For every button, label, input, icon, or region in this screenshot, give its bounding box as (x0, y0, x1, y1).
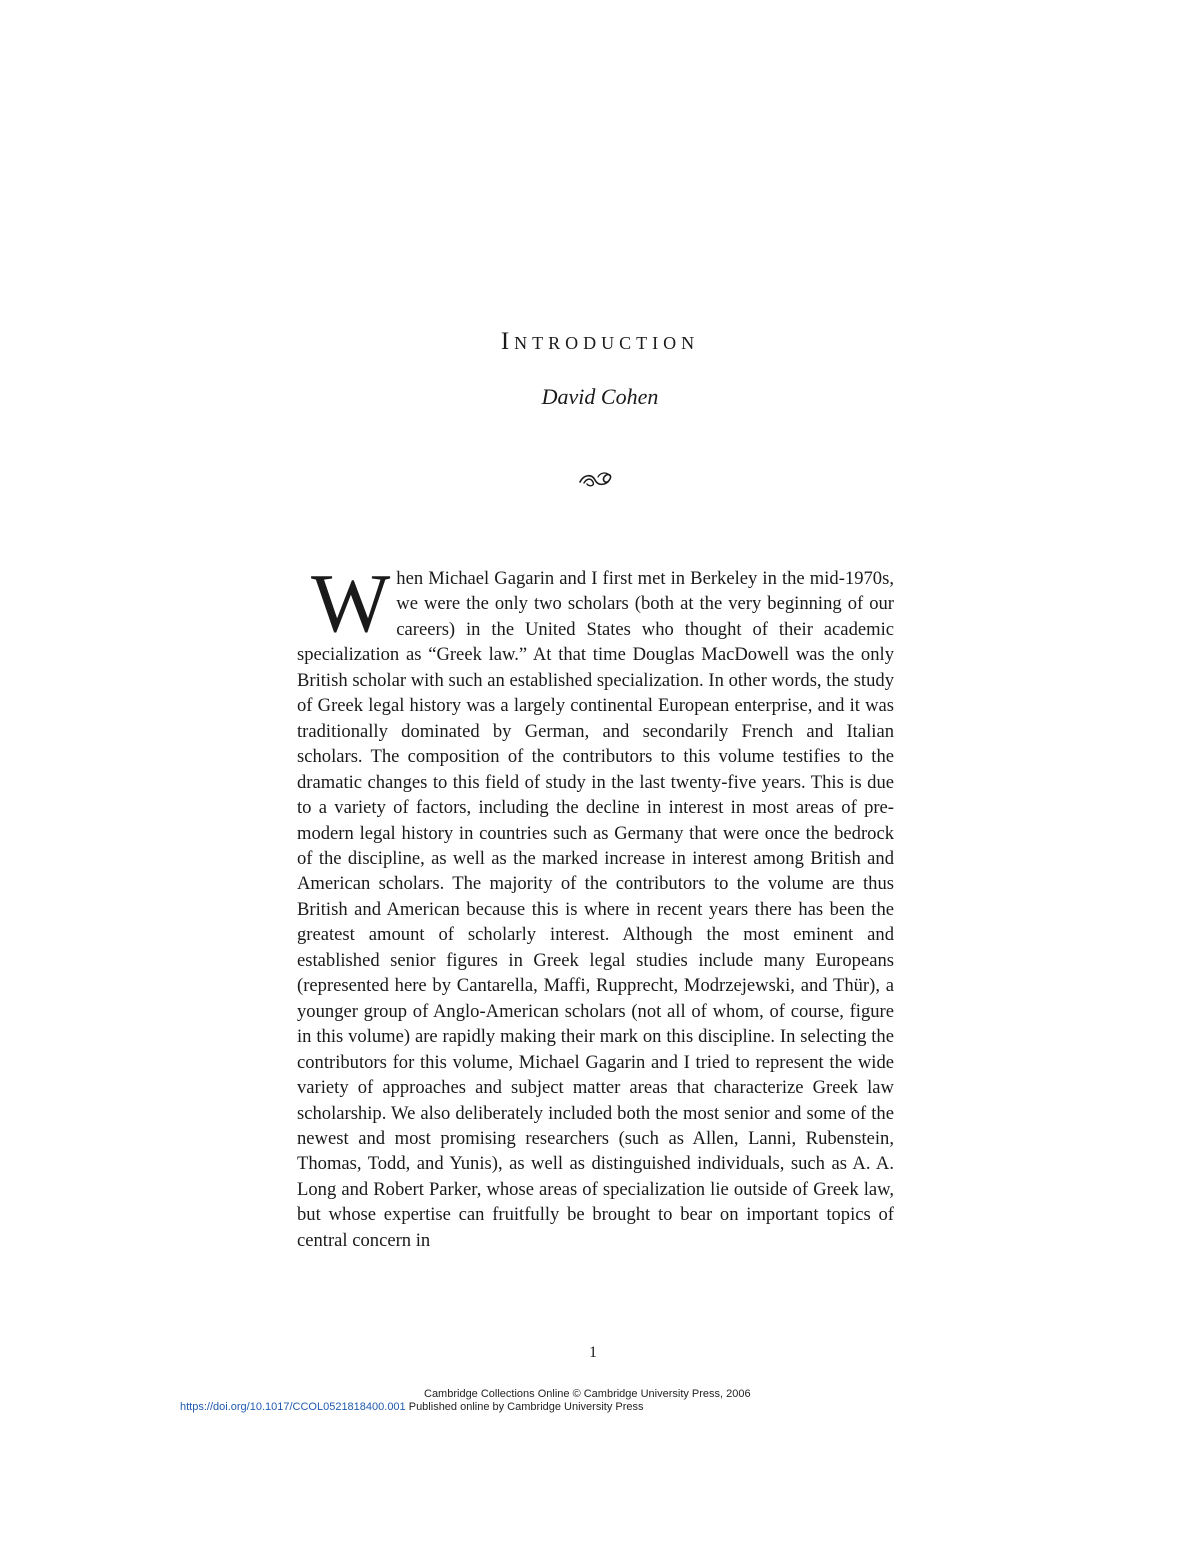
chapter-title: Introduction (500, 328, 700, 355)
footer-published-note: Published online by Cambridge University Press (405, 1401, 644, 1413)
footer-copyright: Cambridge Collections Online © Cambridge University Press, 2006 (424, 1388, 751, 1400)
introduction-paragraph (297, 557, 894, 1253)
page-number: 1 (589, 1344, 597, 1361)
footer-doi-line (180, 1401, 644, 1414)
doi-link[interactable]: https://doi.org/10.1017/CCOL0521818400.001 (180, 1401, 406, 1413)
chapter-author: David Cohen (541, 384, 659, 409)
fleuron-ornament-icon (578, 470, 614, 490)
drop-cap: W (311, 557, 391, 650)
paragraph-text: hen Michael Gagarin and I first met in Berkeley in the mid-1970s, we were the only two scholars (both at the very beginning of our careers) in the United States who thought of their academic specialization as “Greek law.” At that time Douglas MacDowell was the only British scholar with such an established specialization. In other words, the study of Greek legal history was a largely continental European enterprise, and it was traditionally dominated by German, and secondarily French and Italian scholars. The composition of the contributors to this volume testifies to the dramatic changes to this field of study in the last twenty-five years. This is due to a variety of factors, including the decline in interest in most areas of pre-modern legal history in countries such as Germany that were once the bedrock of the discipline, as well as the marked increase in interest among British and American scholars. The majority of the contributors to the volume are thus British and American because this is where in recent years there has been the greatest amount of scholarly interest. Although the most eminent and established senior figures in Greek legal studies include many Europeans (represented here by Cantarella, Maffi, Rupprecht, Modrzejewski, and Thür), a younger group of Anglo-American scholars (not all of whom, of course, figure in this volume) are rapidly making their mark on this discipline. In selecting the contributors for this volume, Michael Gagarin and I tried to represent the wide variety of approaches and subject matter areas that characterize Greek law scholarship. We also deliberately included both the most senior and some of the newest and most promising researchers (such as Allen, Lanni, Rubenstein, Thomas, Todd, and Yunis), as well as distinguished individuals, such as A. A. Long and Robert Parker, whose areas of specialization lie outside of Greek law, but whose expertise can fruitfully be brought to bear on important topics of central concern in (297, 568, 894, 1251)
